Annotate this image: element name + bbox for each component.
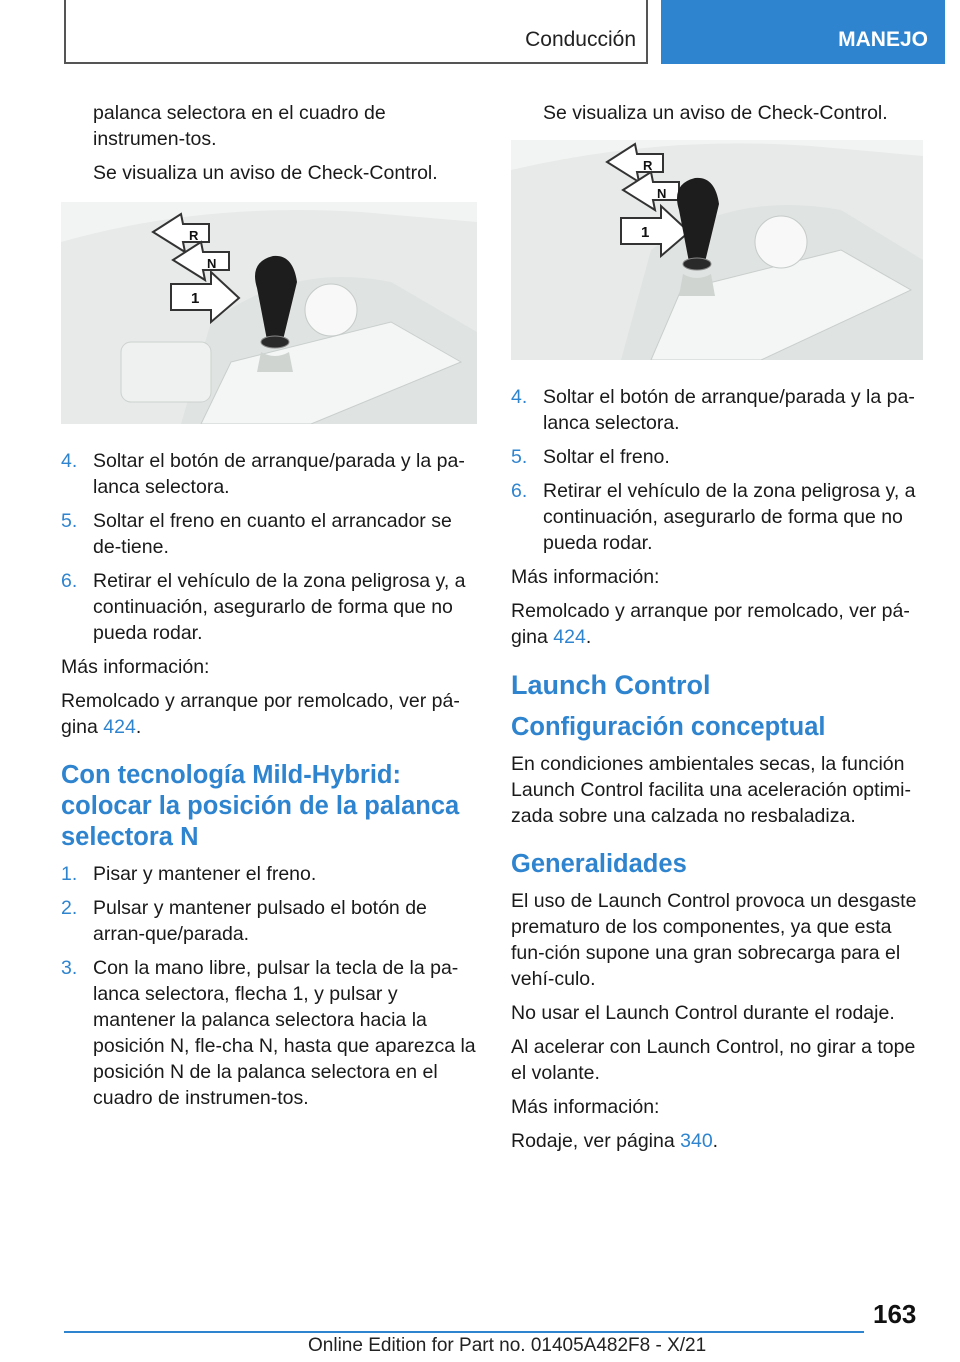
more-info-label: Más información: <box>511 566 660 588</box>
chapter-tab-label: MANEJO <box>838 28 928 51</box>
rodaje-warning: No usar el Launch Control durante el rodaje. <box>511 1002 895 1024</box>
check-control-note-right: Se visualiza un aviso de Check-Control. <box>543 102 888 124</box>
page-link-424[interactable]: 424 <box>553 626 586 648</box>
list-item <box>61 861 477 887</box>
list-item <box>511 478 927 556</box>
selector-lever-illustration-right <box>511 140 923 360</box>
step-text: Retirar el vehículo de la zona peligrosa y, a continuación, asegurarlo de forma que no pueda rodar. <box>543 480 916 554</box>
towing-reference-text: Remolcado y arranque por remolcado, ver pá-gina <box>511 600 910 648</box>
towing-reference: Remolcado y arranque por remolcado, ver pá-gina 424. <box>511 600 910 648</box>
steps-list-right <box>511 384 927 556</box>
left-column <box>61 100 477 1119</box>
page-number: 163 <box>873 1299 917 1329</box>
arrow-r-label: R <box>643 158 653 173</box>
towing-reference-text: Remolcado y arranque por remolcado, ver pá-gina <box>61 690 460 738</box>
general-text: El uso de Launch Control provoca un desgaste prematuro de los componentes, ya que esta fun-ción supone una gran sobrecarga para el vehí-culo. <box>511 890 917 990</box>
steps-list-a <box>61 448 477 646</box>
step-text: Soltar el freno. <box>543 446 670 468</box>
selector-lever-figure-right <box>511 140 923 360</box>
step-number: 3. <box>61 957 78 979</box>
edition-footer: Online Edition for Part no. 01405A482F8 - X/21 <box>308 1335 707 1356</box>
list-item <box>61 448 477 500</box>
more-info-label: Más información: <box>61 656 210 678</box>
step-text: Pulsar y mantener pulsado el botón de arran-que/parada. <box>93 897 427 945</box>
list-item <box>61 568 477 646</box>
arrow-r-label: R <box>189 228 199 243</box>
step-number: 5. <box>61 510 78 532</box>
step-text: Retirar el vehículo de la zona peligrosa y, a continuación, asegurarlo de forma que no pueda rodar. <box>93 570 466 644</box>
step-text: Con la mano libre, pulsar la tecla de la pa-lanca selectora, flecha 1, y pulsar y mantener la palanca selectora hacia la posición N, fle-cha N, hasta que aparezca la posición N de la palanca selectora en el cuadro de instrumen-tos. <box>93 957 476 1109</box>
steps-list-b <box>61 861 477 1111</box>
step-text: Soltar el freno en cuanto el arrancador se de-tiene. <box>93 510 452 558</box>
footer-divider <box>64 1331 864 1333</box>
concept-heading: Configuración conceptual <box>511 713 826 741</box>
steering-warning: Al acelerar con Launch Control, no girar a tope el volante. <box>511 1036 916 1084</box>
step-number: 6. <box>61 570 78 592</box>
page-link-424[interactable]: 424 <box>103 716 136 738</box>
intro-continued: palanca selectora en el cuadro de instrumen-tos. <box>93 102 386 150</box>
selector-lever-figure <box>61 202 477 424</box>
arrow-1-label: 1 <box>191 290 200 307</box>
towing-reference: Remolcado y arranque por remolcado, ver pá-gina 424. <box>61 690 460 738</box>
list-item <box>61 508 477 560</box>
more-info-label: Más información: <box>511 1096 660 1118</box>
step-number: 4. <box>61 450 78 472</box>
page-link-340[interactable]: 340 <box>680 1130 713 1152</box>
step-text: Pisar y mantener el freno. <box>93 863 317 885</box>
section-title: Conducción <box>525 28 636 51</box>
arrow-n-label: N <box>657 186 667 201</box>
step-text: Soltar el botón de arranque/parada y la pa-lanca selectora. <box>93 450 465 498</box>
step-number: 2. <box>61 897 78 919</box>
chapter-tab <box>661 0 945 64</box>
general-heading: Generalidades <box>511 850 687 878</box>
step-number: 1. <box>61 863 78 885</box>
arrow-1-label: 1 <box>641 224 650 241</box>
list-item <box>61 955 477 1111</box>
step-text: Soltar el botón de arranque/parada y la pa-lanca selectora. <box>543 386 915 434</box>
list-item <box>511 444 927 470</box>
arrow-n-label: N <box>207 256 217 271</box>
check-control-note: Se visualiza un aviso de Check-Control. <box>93 162 438 184</box>
list-item <box>511 384 927 436</box>
step-number: 4. <box>511 386 528 408</box>
step-number: 6. <box>511 480 528 502</box>
mild-hybrid-heading: Con tecnología Mild-Hybrid: colocar la posición de la palanca selectora N <box>61 761 460 851</box>
rodaje-reference-text: Rodaje, ver página <box>511 1130 681 1152</box>
list-item <box>61 895 477 947</box>
launch-control-heading: Launch Control <box>511 670 711 700</box>
rodaje-reference: Rodaje, ver página 340. <box>511 1130 719 1152</box>
concept-text: En condiciones ambientales secas, la función Launch Control facilita una aceleración optimi-zada sobre una calzada no resbaladiza. <box>511 753 911 827</box>
step-number: 5. <box>511 446 528 468</box>
right-column <box>511 100 927 1162</box>
selector-lever-illustration <box>61 202 477 424</box>
